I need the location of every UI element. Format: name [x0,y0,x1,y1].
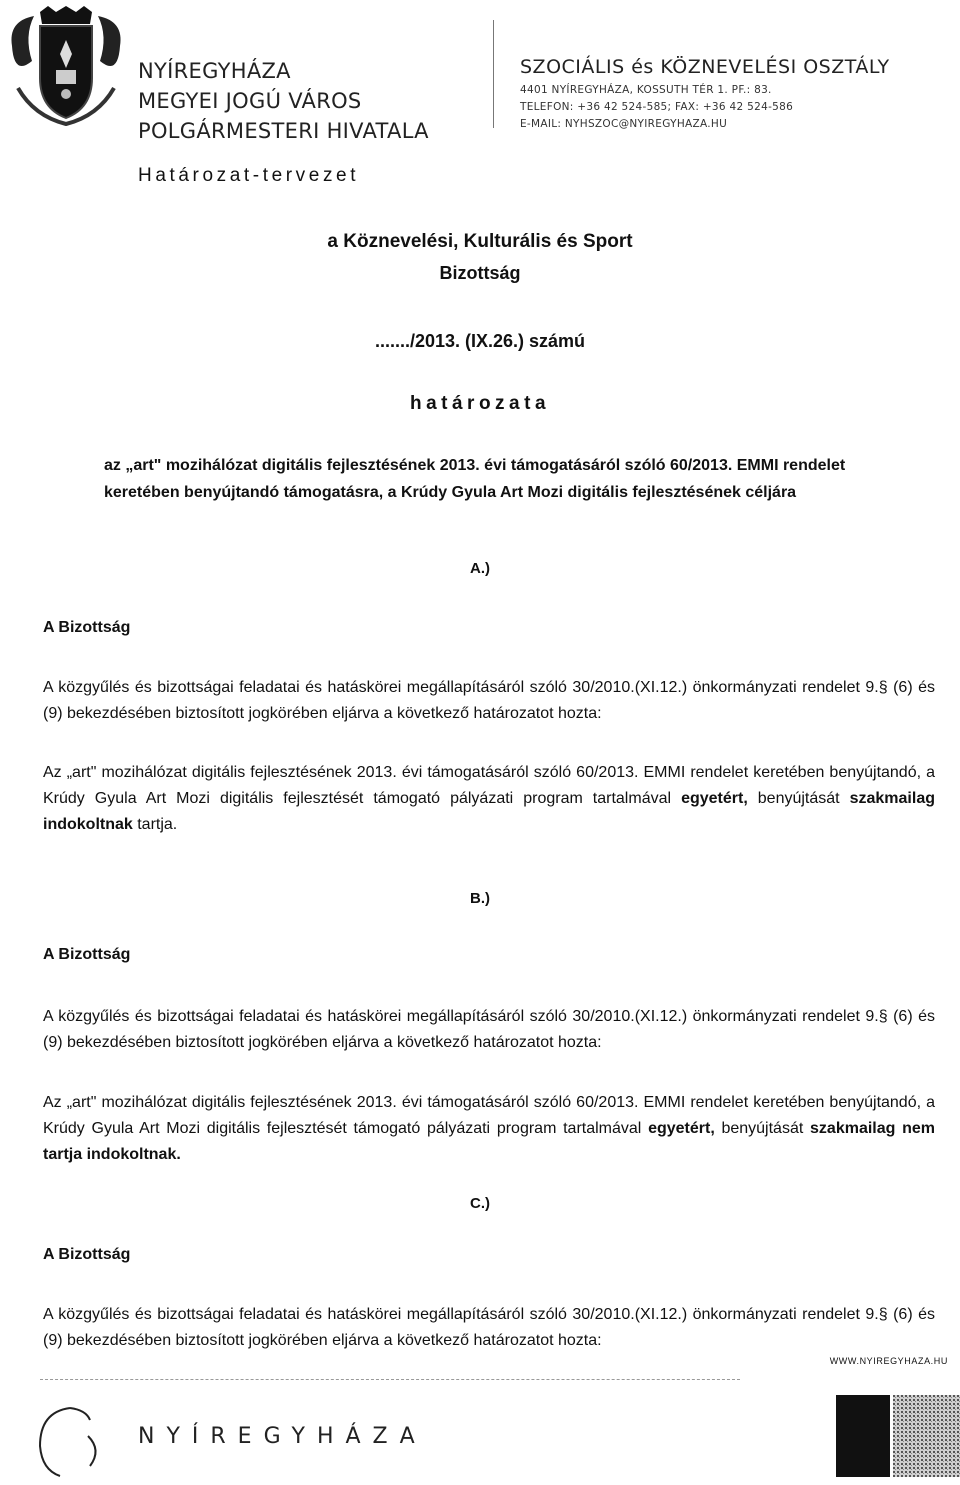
org-line-1: NYÍREGYHÁZA [138,59,291,83]
section-b-label: B.) [470,890,490,907]
decision-emphasis: egyetért, [681,790,748,807]
resolution-heading: határozata [409,393,551,414]
committee-line-1: a Köznevelési, Kulturális és Sport [327,231,633,252]
department-phone: TELEFON: +36 42 524-585; FAX: +36 42 524-586 [520,101,794,113]
decision-emphasis: egyetért, [648,1120,715,1137]
section-b-committee: A Bizottság [43,946,131,963]
footer-decorative-bar [836,1395,890,1477]
subject-line-2: keretében benyújtandó támogatásra, a Krúdy Gyula Art Mozi digitális fejlesztésének céljára [104,484,797,501]
section-b-intro: A közgyűlés és bizottságai feladatai és hatáskörei megállapításáról szóló 30/2010.(XI.12.) önkormányzati rendelet 9.§ (6) és (9) bekezdésében biztosított jogkörében eljárva a következő határozatot hozta: [43,1008,935,1051]
header-divider [493,20,494,128]
decision-text: benyújtását [747,790,850,807]
resolution-subject [104,452,884,506]
website-link[interactable]: WWW.NYIREGYHAZA.HU [829,1356,948,1366]
decision-text: tartja. [132,816,178,833]
footer-divider [40,1379,740,1380]
decision-text: Az „art" mozihálózat digitális fejlesztésének 2013. évi támogatásáról szóló 60/2013. EMMI rendelet keretében benyújtandó, a Krúdy Gyula Art Mozi digitális fejlesztését támogató pályázati program tartalmával [43,764,935,807]
section-c-intro: A közgyűlés és bizottságai feladatai és hatáskörei megállapításáról szóló 30/2010.(XI.12.) önkormányzati rendelet 9.§ (6) és (9) bekezdésében biztosított jogkörében eljárva a következő határozatot hozta: [43,1306,935,1349]
department-address: 4401 NYÍREGYHÁZA, KOSSUTH TÉR 1. PF.: 83. [520,84,772,96]
department-block [520,56,890,133]
org-line-3: POLGÁRMESTERI HIVATALA [138,119,429,143]
section-a-decision [43,760,935,838]
section-b-decision [43,1090,935,1168]
city-crest-icon [4,6,128,126]
decision-emphasis: szakmailag indokoltnak [43,790,935,833]
footer-texture-pattern [893,1395,960,1477]
decision-text: Az „art" mozihálózat digitális fejlesztésének 2013. évi támogatásáról szóló 60/2013. EMMI rendelet keretében benyújtandó, a Krúdy Gyula Art Mozi digitális fejlesztését támogató pályázati program tartalmával [43,1094,935,1137]
resolution-number: ......./2013. (IX.26.) számú [374,331,586,351]
section-a-label: A.) [470,560,490,577]
decision-emphasis: szakmailag nem tartja indokoltnak. [43,1120,935,1163]
document-type: Határozat-tervezet [138,165,360,186]
org-line-2: MEGYEI JOGÚ VÁROS [138,89,362,113]
footer-logo-text: NYÍREGYHÁZA [138,1424,427,1449]
department-email: E-MAIL: NYHSZOC@NYIREGYHAZA.HU [520,118,728,130]
section-c-committee: A Bizottság [43,1246,131,1263]
section-a-intro: A közgyűlés és bizottságai feladatai és hatáskörei megállapításáról szóló 30/2010.(XI.12.) önkormányzati rendelet 9.§ (6) és (9) bekezdésében biztosított jogkörében eljárva a következő határozatot hozta: [43,679,935,722]
section-c-label: C.) [470,1195,490,1212]
subject-line-1: az „art" mozihálózat digitális fejlesztésének 2013. évi támogatásáról szóló 60/2013. EMMI rendelet [104,457,846,474]
section-a-committee: A Bizottság [43,619,131,636]
department-title: SZOCIÁLIS és KÖZNEVELÉSI OSZTÁLY [520,56,890,78]
committee-line-2: Bizottság [439,263,521,283]
nyiregyhaza-swirl-logo-icon [30,1400,110,1480]
organization-name [138,56,429,146]
decision-text: benyújtását [714,1120,811,1137]
